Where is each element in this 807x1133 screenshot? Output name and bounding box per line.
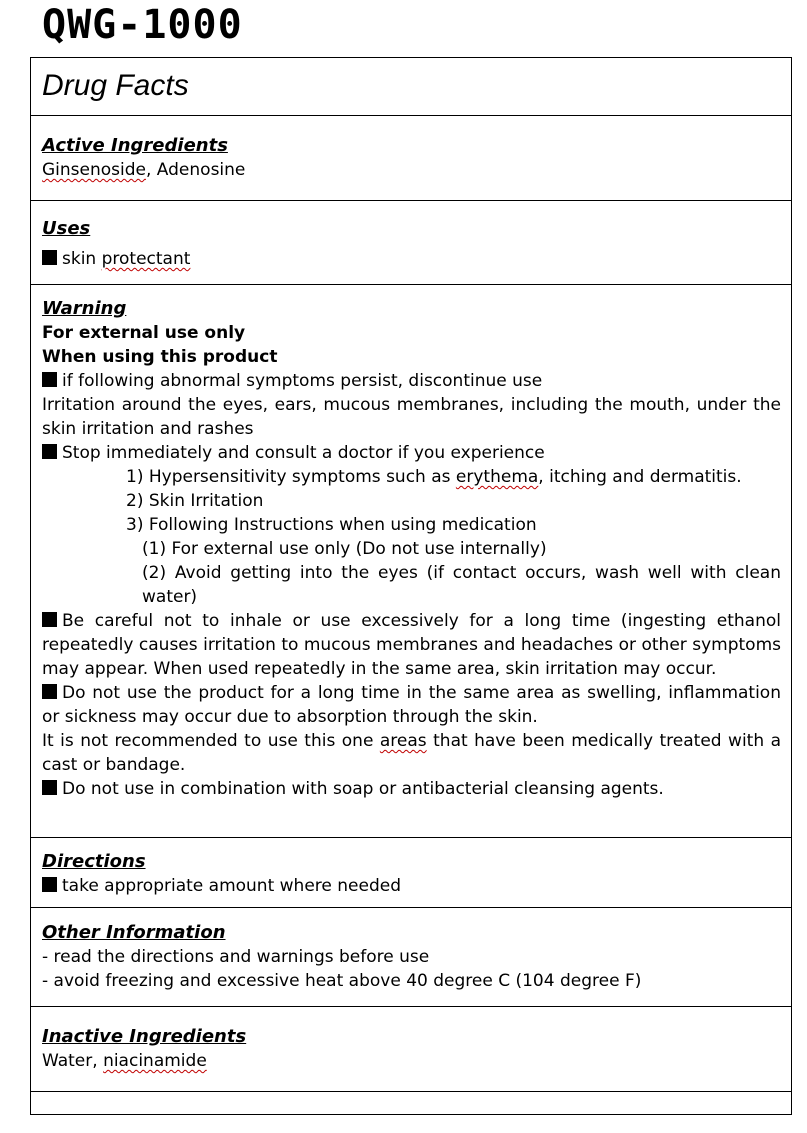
uses-item: [42, 247, 781, 271]
inactive-ingredients-lead: Water,: [42, 1051, 104, 1071]
warning-item-1-text: if following abnormal symptoms persist, discontinue use: [62, 371, 543, 391]
warning-sub-1: [42, 465, 781, 489]
warning-item-4-post: that have been medically treated with a cast or bandage.: [42, 731, 782, 775]
warning-item-1: [42, 369, 781, 393]
active-ingredients-section: [31, 115, 791, 200]
bullet-square-icon: [42, 444, 57, 459]
warning-item-4: [42, 681, 781, 729]
empty-footer-row: [31, 1091, 791, 1115]
warning-item-5: [42, 777, 781, 801]
warning-item-3: [42, 609, 781, 681]
warning-item-4-detail: [42, 729, 781, 777]
inactive-ingredients-text: [42, 1049, 781, 1073]
uses-section: [31, 200, 791, 284]
warning-item-1-detail: Irritation around the eyes, ears, mucous membranes, including the mouth, under the skin irritation and rashes: [42, 395, 781, 439]
protectant-word: protectant: [101, 249, 191, 269]
bullet-square-icon: [42, 780, 57, 795]
warning-sub-3: 3) Following Instructions when using medication: [126, 515, 537, 535]
directions-heading: Directions: [42, 851, 146, 872]
drug-facts-title: Drug Facts: [42, 69, 189, 102]
other-information-section: [31, 907, 791, 1006]
warning-section: [31, 284, 791, 837]
erythema-word: erythema: [455, 467, 539, 487]
drug-facts-title-section: [31, 58, 791, 115]
uses-heading: Uses: [42, 218, 91, 239]
inactive-ingredients-section: [31, 1006, 791, 1091]
warning-item-4-text: Do not use the product for a long time in the same area as swelling, inflammation or sickness may occur due to absorption through the skin.: [42, 683, 781, 727]
bullet-square-icon: [42, 250, 57, 265]
when-using-heading: When using this product: [42, 347, 278, 367]
bullet-square-icon: [42, 877, 57, 892]
niacinamide-word: niacinamide: [103, 1051, 207, 1071]
active-ingredients-rest: , Adenosine: [146, 160, 246, 180]
warning-subsub-2: (2) Avoid getting into the eyes (if contact occurs, wash well with clean water): [142, 563, 781, 607]
areas-word: areas: [379, 731, 427, 751]
uses-item-text: skin: [62, 249, 102, 269]
warning-item-4-pre: It is not recommended to use this one: [42, 731, 380, 751]
other-information-line-2: - avoid freezing and excessive heat above 40 degree C (104 degree F): [42, 971, 642, 991]
bullet-square-icon: [42, 684, 57, 699]
warning-sub-2: 2) Skin Irritation: [126, 491, 264, 511]
warning-subsub-1: (1) For external use only (Do not use internally): [142, 539, 547, 559]
warning-item-3-text: Be careful not to inhale or use excessively for a long time (ingesting ethanol repeatedly causes irritation to mucous membranes and headaches or other symptoms may appear. When used repeatedly in the same area, skin irritation may occur.: [42, 611, 781, 679]
warning-item-2-text: Stop immediately and consult a doctor if you experience: [62, 443, 545, 463]
directions-item: [42, 874, 781, 898]
bullet-square-icon: [42, 612, 57, 627]
external-use-text: For external use only: [42, 323, 246, 343]
drug-facts-box: [30, 57, 792, 1115]
directions-item-text: take appropriate amount where needed: [62, 876, 401, 896]
product-title: QWG-1000: [42, 2, 243, 48]
warning-sub-1-pre: 1) Hypersensitivity symptoms such as: [126, 467, 456, 487]
ginsenoside-word: Ginsenoside: [42, 160, 146, 180]
other-information-line-1: - read the directions and warnings before use: [42, 947, 430, 967]
active-ingredients-heading: Active Ingredients: [42, 135, 228, 156]
warning-heading: Warning: [42, 298, 127, 319]
warning-item-5-text: Do not use in combination with soap or antibacterial cleansing agents.: [62, 779, 664, 799]
warning-sub-1-post: , itching and dermatitis.: [538, 467, 742, 487]
active-ingredients-text: [42, 158, 781, 182]
inactive-ingredients-heading: Inactive Ingredients: [42, 1026, 247, 1047]
directions-section: [31, 837, 791, 907]
other-information-heading: Other Information: [42, 922, 226, 943]
warning-item-2: [42, 441, 781, 465]
bullet-square-icon: [42, 372, 57, 387]
